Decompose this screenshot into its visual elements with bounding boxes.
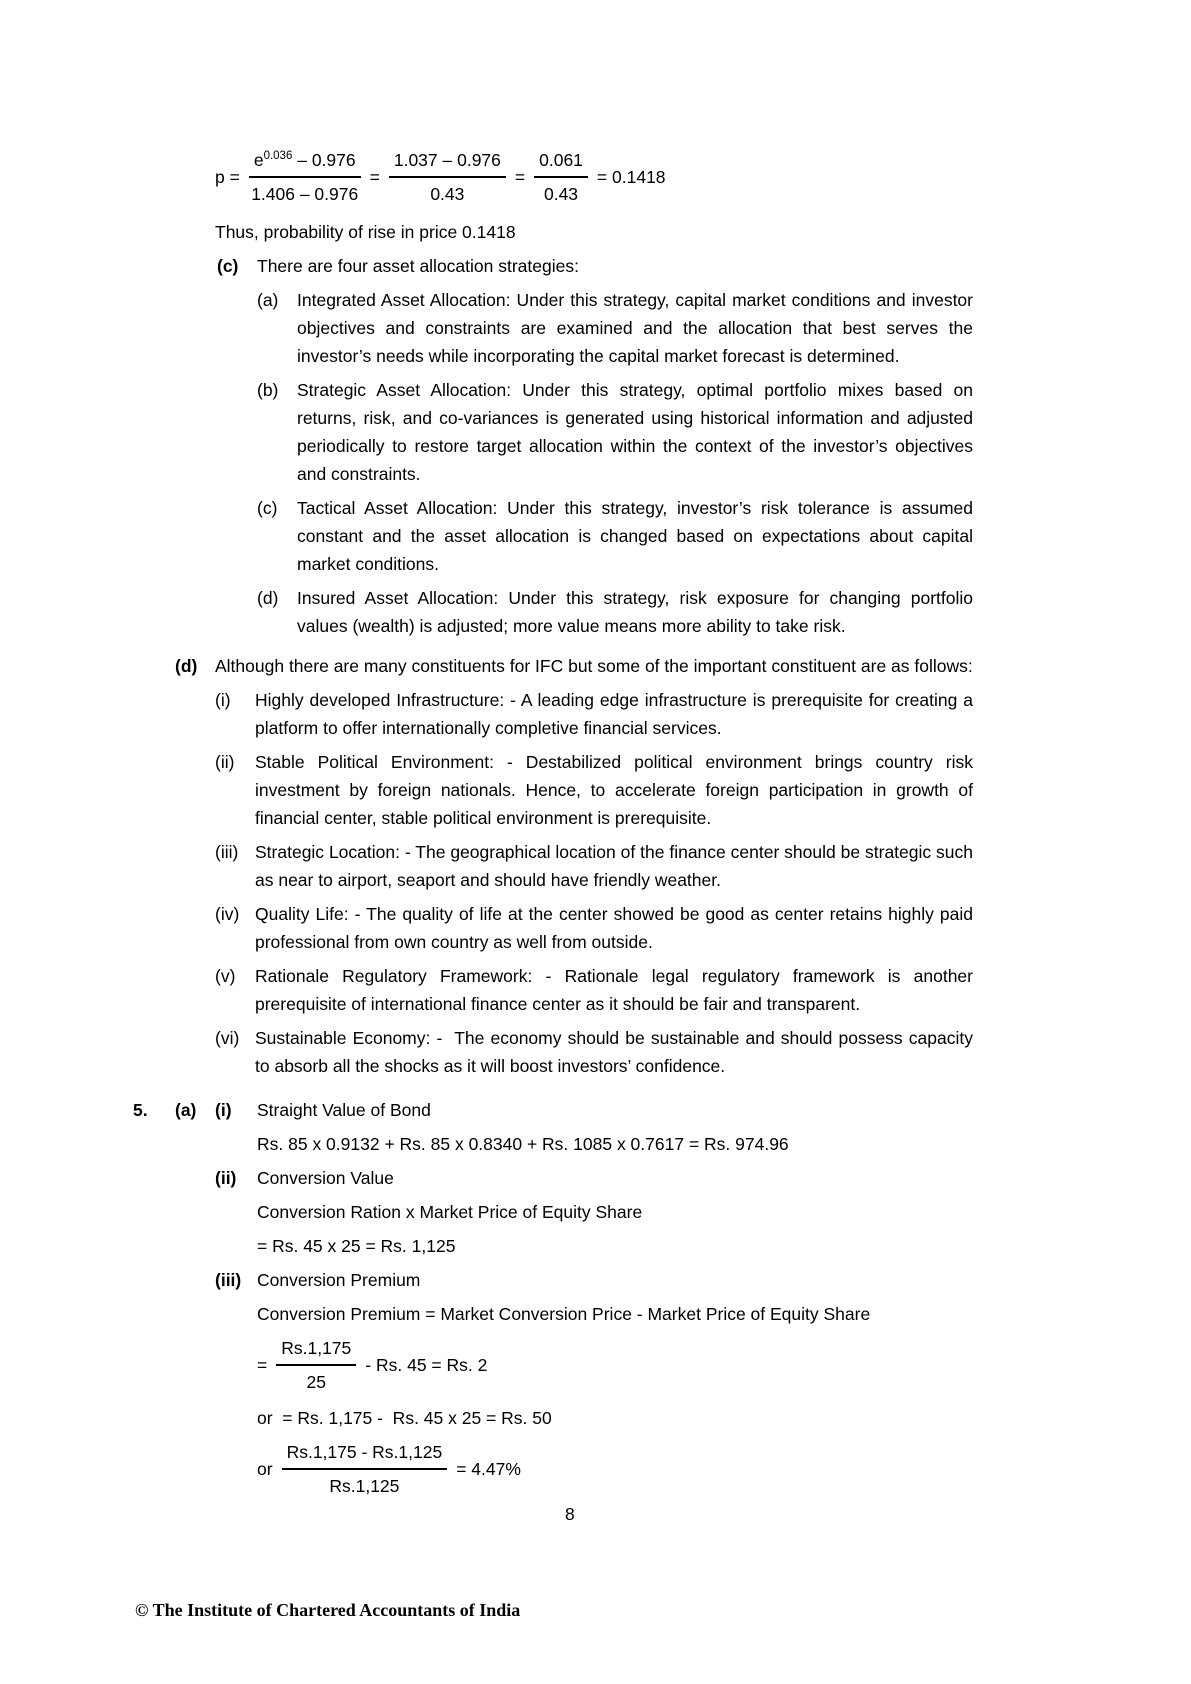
fraction-2-numerator: 1.037 – 0.976 bbox=[389, 146, 506, 178]
sub-item-title: Conversion Value bbox=[257, 1168, 394, 1188]
formula-result: = 0.1418 bbox=[596, 167, 666, 187]
section-d-label: (d) bbox=[175, 656, 198, 676]
item-label: (iv) bbox=[215, 904, 240, 924]
item-label: (d) bbox=[257, 588, 279, 608]
fraction-3-denominator: 0.43 bbox=[543, 184, 579, 204]
item-label: (v) bbox=[215, 966, 236, 986]
fraction-1-numerator bbox=[249, 146, 361, 178]
list-item bbox=[215, 838, 973, 894]
list-item bbox=[215, 748, 973, 832]
item-label: (ii) bbox=[215, 752, 235, 772]
part-a-label: (a) bbox=[175, 1100, 197, 1120]
exponent: 0.036 bbox=[263, 150, 293, 163]
percentage-fraction-denominator: Rs.1,125 bbox=[329, 1476, 400, 1496]
section-c-label: (c) bbox=[217, 256, 239, 276]
question-5-body bbox=[215, 1096, 973, 1508]
fraction-1 bbox=[249, 146, 361, 208]
list-item bbox=[215, 1024, 973, 1080]
formula-lhs: p = bbox=[215, 167, 240, 187]
item-text: Rationale Regulatory Framework: - Rationale legal regulatory framework is another prerequisite of international finance center as it should be fair and transparent. bbox=[255, 966, 973, 1014]
section-c-body bbox=[257, 252, 973, 646]
sub-item-label: (ii) bbox=[215, 1168, 237, 1188]
question-number: 5. bbox=[133, 1100, 148, 1120]
conversion-value-line1: Conversion Ration x Market Price of Equity Share bbox=[257, 1202, 643, 1222]
straight-value-calculation: Rs. 85 x 0.9132 + Rs. 85 x 0.8340 + Rs. 1085 x 0.7617 = Rs. 974.96 bbox=[257, 1134, 789, 1154]
item-label: (vi) bbox=[215, 1028, 240, 1048]
section-c-intro: There are four asset allocation strategies: bbox=[257, 256, 579, 276]
sub-item-label: (iii) bbox=[215, 1270, 242, 1290]
item-text: Sustainable Economy: - The economy should be sustainable and should possess capacity to absorb all the shocks as it will boost investors’ confidence. bbox=[255, 1028, 973, 1076]
item-text: Strategic Asset Allocation: Under this strategy, optimal portfolio mixes based on returns, risk, and co-variances is generated using historical information and adjusted periodically to restore target allocation within the context of the investor’s objectives and constraints. bbox=[297, 380, 973, 484]
section-d-intro: Although there are many constituents for IFC but some of the important constituent are as follows: bbox=[215, 656, 973, 676]
probability-formula bbox=[215, 146, 973, 208]
item-text: Highly developed Infrastructure: - A leading edge infrastructure is prerequisite for creating a platform to offer internationally completive financial services. bbox=[255, 690, 973, 738]
premium-alternative-line: or = Rs. 1,175 - Rs. 45 x 25 = Rs. 50 bbox=[257, 1408, 552, 1428]
fraction-2 bbox=[389, 146, 506, 208]
sub-item-label: (i) bbox=[215, 1100, 232, 1120]
item-label: (c) bbox=[257, 498, 278, 518]
premium-fraction-denominator: 25 bbox=[306, 1372, 326, 1392]
sub-item-title: Conversion Premium bbox=[257, 1270, 421, 1290]
conversion-premium-fraction bbox=[257, 1334, 973, 1396]
list-item bbox=[215, 962, 973, 1018]
premium-fraction-result: - Rs. 45 = Rs. 2 bbox=[365, 1355, 488, 1375]
item-label: (iii) bbox=[215, 842, 239, 862]
fraction-3-numerator: 0.061 bbox=[534, 146, 588, 178]
sub-item-title: Straight Value of Bond bbox=[257, 1100, 431, 1120]
sub-item-i bbox=[215, 1096, 973, 1124]
item-text: Insured Asset Allocation: Under this strategy, risk exposure for changing portfolio values (wealth) is adjusted; more value means more ability to take risk. bbox=[297, 588, 973, 636]
equals-sign-1: = bbox=[369, 167, 380, 187]
list-item bbox=[257, 584, 973, 640]
thus-statement: Thus, probability of rise in price 0.1418 bbox=[215, 222, 516, 242]
item-label: (i) bbox=[215, 690, 231, 710]
section-c bbox=[133, 252, 973, 646]
page-content bbox=[133, 146, 973, 1514]
list-item bbox=[215, 900, 973, 956]
item-text: Integrated Asset Allocation: Under this strategy, capital market conditions and investor objectives and constraints are examined and the allocation that best serves the investor’s needs while incorporating the capital market forecast is determined. bbox=[297, 290, 973, 366]
section-d bbox=[133, 652, 973, 1086]
conversion-value-line2: = Rs. 45 x 25 = Rs. 1,125 bbox=[257, 1236, 456, 1256]
fraction-3 bbox=[534, 146, 588, 208]
premium-fraction-numerator: Rs.1,175 bbox=[276, 1334, 356, 1366]
fraction-2-denominator: 0.43 bbox=[430, 184, 465, 204]
list-item bbox=[257, 376, 973, 488]
list-item bbox=[257, 286, 973, 370]
question-5 bbox=[133, 1096, 973, 1508]
section-d-body bbox=[215, 652, 973, 1086]
item-label: (a) bbox=[257, 290, 279, 310]
list-item bbox=[257, 494, 973, 578]
conversion-premium-definition: Conversion Premium = Market Conversion Price - Market Price of Equity Share bbox=[257, 1304, 871, 1324]
percentage-fraction bbox=[282, 1438, 448, 1500]
premium-percentage-fraction bbox=[257, 1438, 973, 1500]
footer-copyright: © The Institute of Chartered Accountants of India bbox=[135, 1600, 521, 1620]
page-number: 8 bbox=[565, 1504, 575, 1524]
numerator-tail: – 0.976 bbox=[297, 150, 356, 170]
item-text: Quality Life: - The quality of life at the center showed be good as center retains highly paid professional from own country as well from outside. bbox=[255, 904, 973, 952]
sub-item-ii bbox=[215, 1164, 973, 1192]
sub-item-iii bbox=[215, 1266, 973, 1294]
euler-base: e bbox=[253, 150, 264, 170]
or-label: or bbox=[257, 1459, 273, 1479]
percentage-fraction-result: = 4.47% bbox=[456, 1459, 521, 1479]
item-text: Stable Political Environment: - Destabilized political environment brings country risk investment by foreign nationals. Hence, to accelerate foreign participation in growth of financial center, stable political environment is prerequisite. bbox=[255, 752, 973, 828]
equals-sign: = bbox=[257, 1355, 268, 1375]
fraction-1-denominator: 1.406 – 0.976 bbox=[251, 184, 359, 204]
equals-sign-2: = bbox=[514, 167, 526, 187]
item-text: Tactical Asset Allocation: Under this strategy, investor’s risk tolerance is assumed constant and the asset allocation is changed based on expectations about capital market conditions. bbox=[297, 498, 973, 574]
percentage-fraction-numerator: Rs.1,175 - Rs.1,125 bbox=[282, 1438, 448, 1470]
list-item bbox=[215, 686, 973, 742]
item-text: Strategic Location: - The geographical location of the finance center should be strategic such as near to airport, seaport and should have friendly weather. bbox=[255, 842, 973, 890]
item-label: (b) bbox=[257, 380, 279, 400]
premium-fraction bbox=[276, 1334, 356, 1396]
